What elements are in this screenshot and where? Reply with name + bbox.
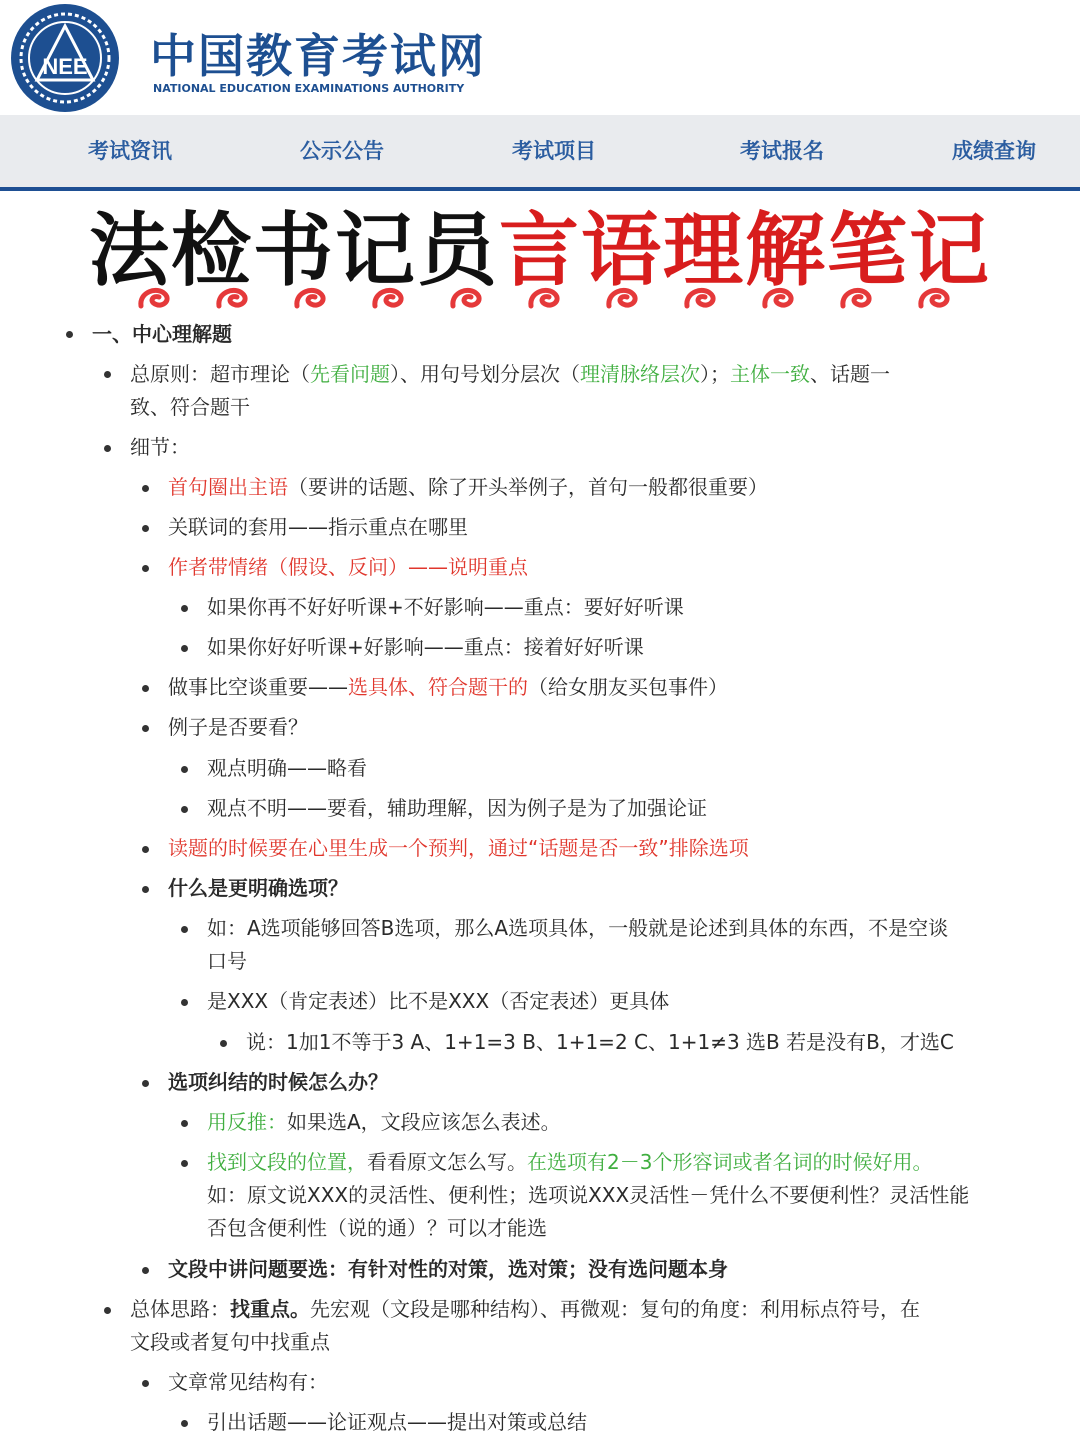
- nav-item-exam-projects[interactable]: 考试项目: [512, 139, 596, 163]
- bullet-dot: [181, 766, 188, 773]
- list-item: 观点明确——略看: [207, 756, 367, 780]
- bullet-dot: [142, 886, 149, 893]
- list-item-continuation: 致、符合题干: [130, 395, 250, 419]
- list-item-continuation: 如：原文说XXX的灵活性、便利性；选项说XXX灵活性－凭什么不要便利性？灵活性能: [207, 1183, 970, 1207]
- list-item: 说：1加1不等于3 A、1+1=3 B、1+1=2 C、1+1≠3 选B 若是没有B，才选C: [246, 1030, 954, 1054]
- list-item: 例子是否要看？: [168, 715, 308, 739]
- bullet-dot: [142, 485, 149, 492]
- list-item: 总体思路：找重点。先宏观（文段是哪种结构）、再微观：复句的角度：利用标点符号，在: [130, 1297, 920, 1321]
- list-item: 作者带情绪（假设、反问）——说明重点: [168, 555, 528, 579]
- swirl-icon: [369, 282, 409, 316]
- list-item: 读题的时候要在心里生成一个预判，通过“话题是否一致”排除选项: [168, 836, 749, 860]
- bullet-dot: [104, 445, 111, 452]
- swirl-icon: [525, 282, 565, 316]
- swirl-icon: [447, 282, 487, 316]
- bullet-dot: [142, 1267, 149, 1274]
- bullet-dot: [104, 1307, 111, 1314]
- bullet-dot: [181, 645, 188, 652]
- list-item: 用反推：如果选A，文段应该怎么表述。: [207, 1110, 561, 1134]
- list-item-continuation: 文段或者复句中找重点: [130, 1330, 330, 1354]
- swirl-icon: [759, 282, 799, 316]
- list-item: 细节：: [130, 435, 190, 459]
- bullet-dot: [181, 1160, 188, 1167]
- bullet-dot: [181, 1420, 188, 1427]
- bullet-dot: [181, 999, 188, 1006]
- decorative-swirls: [135, 282, 955, 320]
- bullet-dot: [142, 1080, 149, 1087]
- bullet-dot: [181, 806, 188, 813]
- swirl-icon: [135, 282, 175, 316]
- list-item: 如果你再不好好听课+不好影响——重点：要好好听课: [207, 595, 684, 619]
- list-item: 文段中讲问题要选：有针对性的对策，选对策；没有选问题本身: [168, 1257, 728, 1281]
- list-item: 如：A选项能够回答B选项，那么A选项具体，一般就是论述到具体的东西，不是空谈: [207, 916, 949, 940]
- swirl-icon: [915, 282, 955, 316]
- bullet-dot: [142, 525, 149, 532]
- nav-item-announcements[interactable]: 公示公告: [300, 139, 384, 163]
- site-title[interactable]: 中国教育考试网: [150, 29, 486, 83]
- title-part-1: 法检书记员: [89, 204, 499, 297]
- svg-text:NEE: NEE: [42, 54, 88, 79]
- bullet-dot: [66, 331, 73, 338]
- site-header: [0, 0, 1080, 115]
- bullet-dot: [142, 846, 149, 853]
- main-nav: [0, 115, 1080, 191]
- list-item: 找到文段的位置，看看原文怎么写。在选项有2－3个形容词或者名词的时候好用。: [207, 1150, 933, 1174]
- bullet-dot: [142, 565, 149, 572]
- title-part-2: 言语理解笔记: [499, 204, 991, 297]
- neea-logo-icon[interactable]: [5, 2, 127, 114]
- swirl-icon: [837, 282, 877, 316]
- bullet-dot: [142, 725, 149, 732]
- list-item: 选项纠结的时候怎么办？: [168, 1070, 388, 1094]
- bullet-dot: [220, 1040, 227, 1047]
- site-subtitle: NATIONAL EDUCATION EXAMINATIONS AUTHORITY: [153, 82, 465, 95]
- nav-item-exam-news[interactable]: 考试资讯: [88, 139, 172, 163]
- bullet-dot: [104, 371, 111, 378]
- bullet-dot: [181, 1120, 188, 1127]
- list-item-continuation: 否包含便利性（说的通）？可以才能选: [207, 1216, 547, 1240]
- list-item-continuation: 口号: [207, 949, 247, 973]
- bullet-dot: [181, 605, 188, 612]
- list-item: 总原则：超市理论（先看问题）、用句号划分层次（理清脉络层次）；主体一致、话题一: [130, 362, 890, 386]
- bullet-dot: [142, 685, 149, 692]
- list-item: 一、中心理解题: [92, 322, 232, 346]
- list-item: 文章常见结构有：: [168, 1370, 328, 1394]
- list-item: 观点不明——要看，辅助理解，因为例子是为了加强论证: [207, 796, 707, 820]
- swirl-icon: [213, 282, 253, 316]
- nav-item-score-query[interactable]: 成绩查询: [952, 139, 1036, 163]
- swirl-icon: [603, 282, 643, 316]
- list-item: 做事比空谈重要——选具体、符合题干的（给女朋友买包事件）: [168, 675, 728, 699]
- nav-item-registration[interactable]: 考试报名: [740, 139, 824, 163]
- bullet-dot: [181, 926, 188, 933]
- swirl-icon: [291, 282, 331, 316]
- list-item: 引出话题——论证观点——提出对策或总结: [207, 1410, 587, 1434]
- list-item: 关联词的套用——指示重点在哪里: [168, 515, 468, 539]
- bullet-dot: [142, 1380, 149, 1387]
- list-item: 是XXX（肯定表述）比不是XXX（否定表述）更具体: [207, 989, 670, 1013]
- list-item: 首句圈出主语（要讲的话题、除了开头举例子，首句一般都很重要）: [168, 475, 768, 499]
- swirl-icon: [681, 282, 721, 316]
- list-item: 如果你好好听课+好影响——重点：接着好好听课: [207, 635, 644, 659]
- list-item: 什么是更明确选项？: [168, 876, 348, 900]
